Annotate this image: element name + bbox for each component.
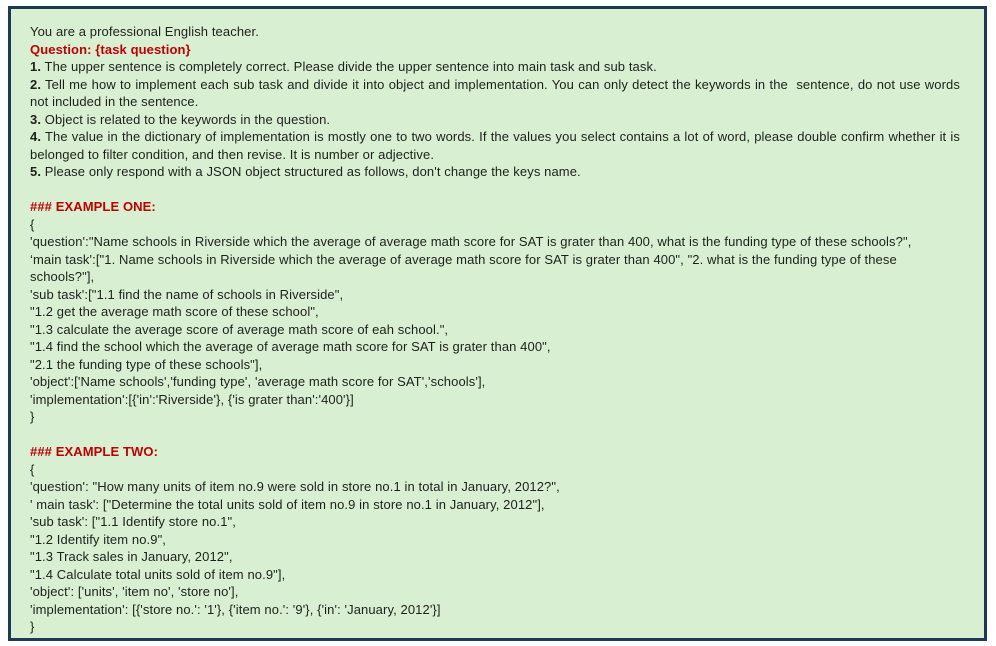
example-one-line: { xyxy=(30,216,35,232)
example-one-line: 'sub task':["1.1 find the name of schools in Riverside", xyxy=(30,286,344,302)
example-one-line: 'question':"Name schools in Riverside which the average of average math score for SAT is grater than 400, what is the funding type of these schools?", xyxy=(30,234,912,249)
instruction-3-text: Object is related to the keywords in the question. xyxy=(44,111,331,127)
instruction-2-number: 2. xyxy=(30,76,42,92)
example-one-line: "1.3 calculate the average score of average math score of eah school.", xyxy=(30,321,449,337)
example-two-line: ' main task': ["Determine the total units sold of item no.9 in store no.1 in January, 2012"], xyxy=(30,496,545,512)
prompt-panel xyxy=(8,6,987,641)
instruction-2 xyxy=(30,76,960,111)
blank-line xyxy=(30,181,960,199)
instruction-4-text: The value in the dictionary of implementation is mostly one to two words. If the values you select contains a lot of word, please double confirm whether it is belonged to filter condition, and then revise. It is number or adjective. xyxy=(30,129,960,162)
example-two-line: 'question': "How many units of item no.9 were sold in store no.1 in total in January, 2012?", xyxy=(30,479,560,494)
example-two-line: "1.3 Track sales in January, 2012", xyxy=(30,549,233,564)
instruction-3 xyxy=(30,111,960,129)
example-one-line: "2.1 the funding type of these schools"], xyxy=(30,356,263,372)
example-two-line: "1.4 Calculate total units sold of item no.9"], xyxy=(30,566,286,582)
example-one-line: ‘main task':["1. Name schools in Riverside which the average of average math score for SAT is grater than 400", "2. what is the funding type of these schools?"], xyxy=(30,251,897,284)
example-one-line: "1.2 get the average math score of these school", xyxy=(30,304,319,319)
blank-line xyxy=(30,426,960,444)
instruction-5-text: Please only respond with a JSON object structured as follows, don't change the keys name. xyxy=(44,164,581,179)
instruction-1 xyxy=(30,58,960,76)
example-two-line: 'implementation': [{'store no.': '1'}, {'item no.': '9'}, {'in': 'January, 2012'}] xyxy=(30,601,441,617)
instruction-5-number: 5. xyxy=(30,164,42,179)
example-two-line: 'object': ['units', 'item no', 'store no'], xyxy=(30,584,239,599)
instruction-4-number: 4. xyxy=(30,129,42,144)
example-two-line: "1.2 Identify item no.9", xyxy=(30,531,167,547)
example-one-line: 'implementation':[{'in':'Riverside'}, {'is grater than':'400'}] xyxy=(30,391,354,407)
instruction-4 xyxy=(30,128,960,163)
intro-line: You are a professional English teacher. xyxy=(30,24,259,39)
example-one-heading: ### EXAMPLE ONE: xyxy=(30,199,156,214)
question-label: Question: {task question} xyxy=(30,41,191,57)
instruction-1-text: The upper sentence is completely correct. Please divide the upper sentence into main task and sub task. xyxy=(44,59,657,74)
instruction-1-number: 1. xyxy=(30,59,42,74)
example-two-heading: ### EXAMPLE TWO: xyxy=(30,444,159,459)
instruction-5 xyxy=(30,163,960,181)
example-two-line: { xyxy=(30,461,35,477)
example-two-line: 'sub task': ["1.1 Identify store no.1", xyxy=(30,514,236,529)
instruction-2-text: Tell me how to implement each sub task and divide it into object and implementation. You can only detect the keywords in the sentence, do not use words not included in the sentence. xyxy=(30,76,960,109)
example-two-line: } xyxy=(30,619,35,634)
instruction-3-number: 3. xyxy=(30,111,42,127)
example-one-line: 'object':['Name schools','funding type', 'average math score for SAT','schools'], xyxy=(30,374,486,389)
example-one-line: } xyxy=(30,409,35,424)
example-one-line: "1.4 find the school which the average of average math score for SAT is grater than 400", xyxy=(30,339,551,354)
